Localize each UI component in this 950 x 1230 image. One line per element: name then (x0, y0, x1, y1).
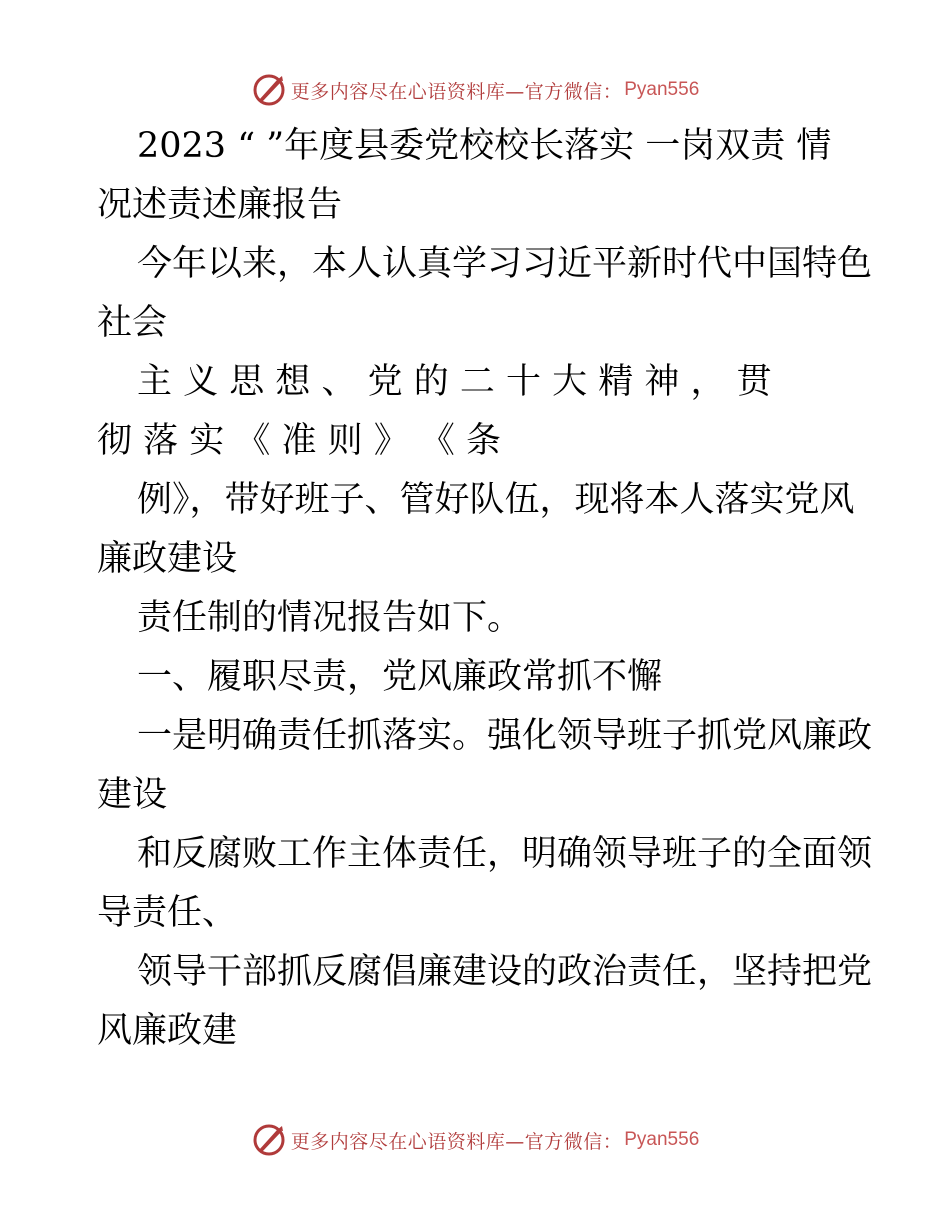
paragraph-line: 风廉政建 (97, 1011, 238, 1051)
watermark-banner-bottom (0, 1120, 950, 1160)
paragraph-line: 和反腐败工作主体责任，明确领导班子的全面领 (137, 834, 873, 874)
paragraph-line-spaced: 彻 落 实 《 准 则 》 《 条 (97, 421, 502, 461)
watermark-wechat-id: Pyan556 (624, 79, 700, 100)
watermark-text: 更多内容尽在心语资料库—官方微信： (290, 80, 623, 103)
paragraph-line: 廉政建设 (97, 539, 238, 579)
watermark-wechat-id: Pyan556 (624, 1129, 700, 1150)
watermark-banner-top (0, 70, 950, 110)
paragraph-line: 社会 (97, 303, 168, 343)
paragraph-line: 导责任、 (97, 893, 238, 933)
doc-title-line-2: 况述责述廉报告 (97, 185, 343, 225)
paragraph-line: 例》，带好班子、管好队伍，现将本人落实党风 (137, 480, 855, 520)
paragraph-line: 领导干部抓反腐倡廉建设的政治责任，坚持把党 (137, 952, 873, 992)
paragraph-line: 今年以来，本人认真学习习近平新时代中国特色 (137, 244, 873, 284)
paragraph-line: 责任制的情况报告如下。 (137, 598, 523, 638)
section-heading: 一、履职尽责，党风廉政常抓不懈 (137, 657, 663, 697)
doc-title-line-1: 2023 “ ”年度县委党校校长落实 一岗双责 情 (137, 126, 832, 166)
paragraph-line: 建设 (97, 775, 168, 815)
paragraph-line: 一是明确责任抓落实。强化领导班子抓党风廉政 (137, 716, 873, 756)
quill-pen-logo-icon (251, 1122, 287, 1158)
watermark-text: 更多内容尽在心语资料库—官方微信： (290, 1130, 623, 1153)
quill-pen-logo-icon (251, 72, 287, 108)
paragraph-line-spaced: 主 义 思 想 、 党 的 二 十 大 精 神 ， 贯 (137, 362, 772, 402)
